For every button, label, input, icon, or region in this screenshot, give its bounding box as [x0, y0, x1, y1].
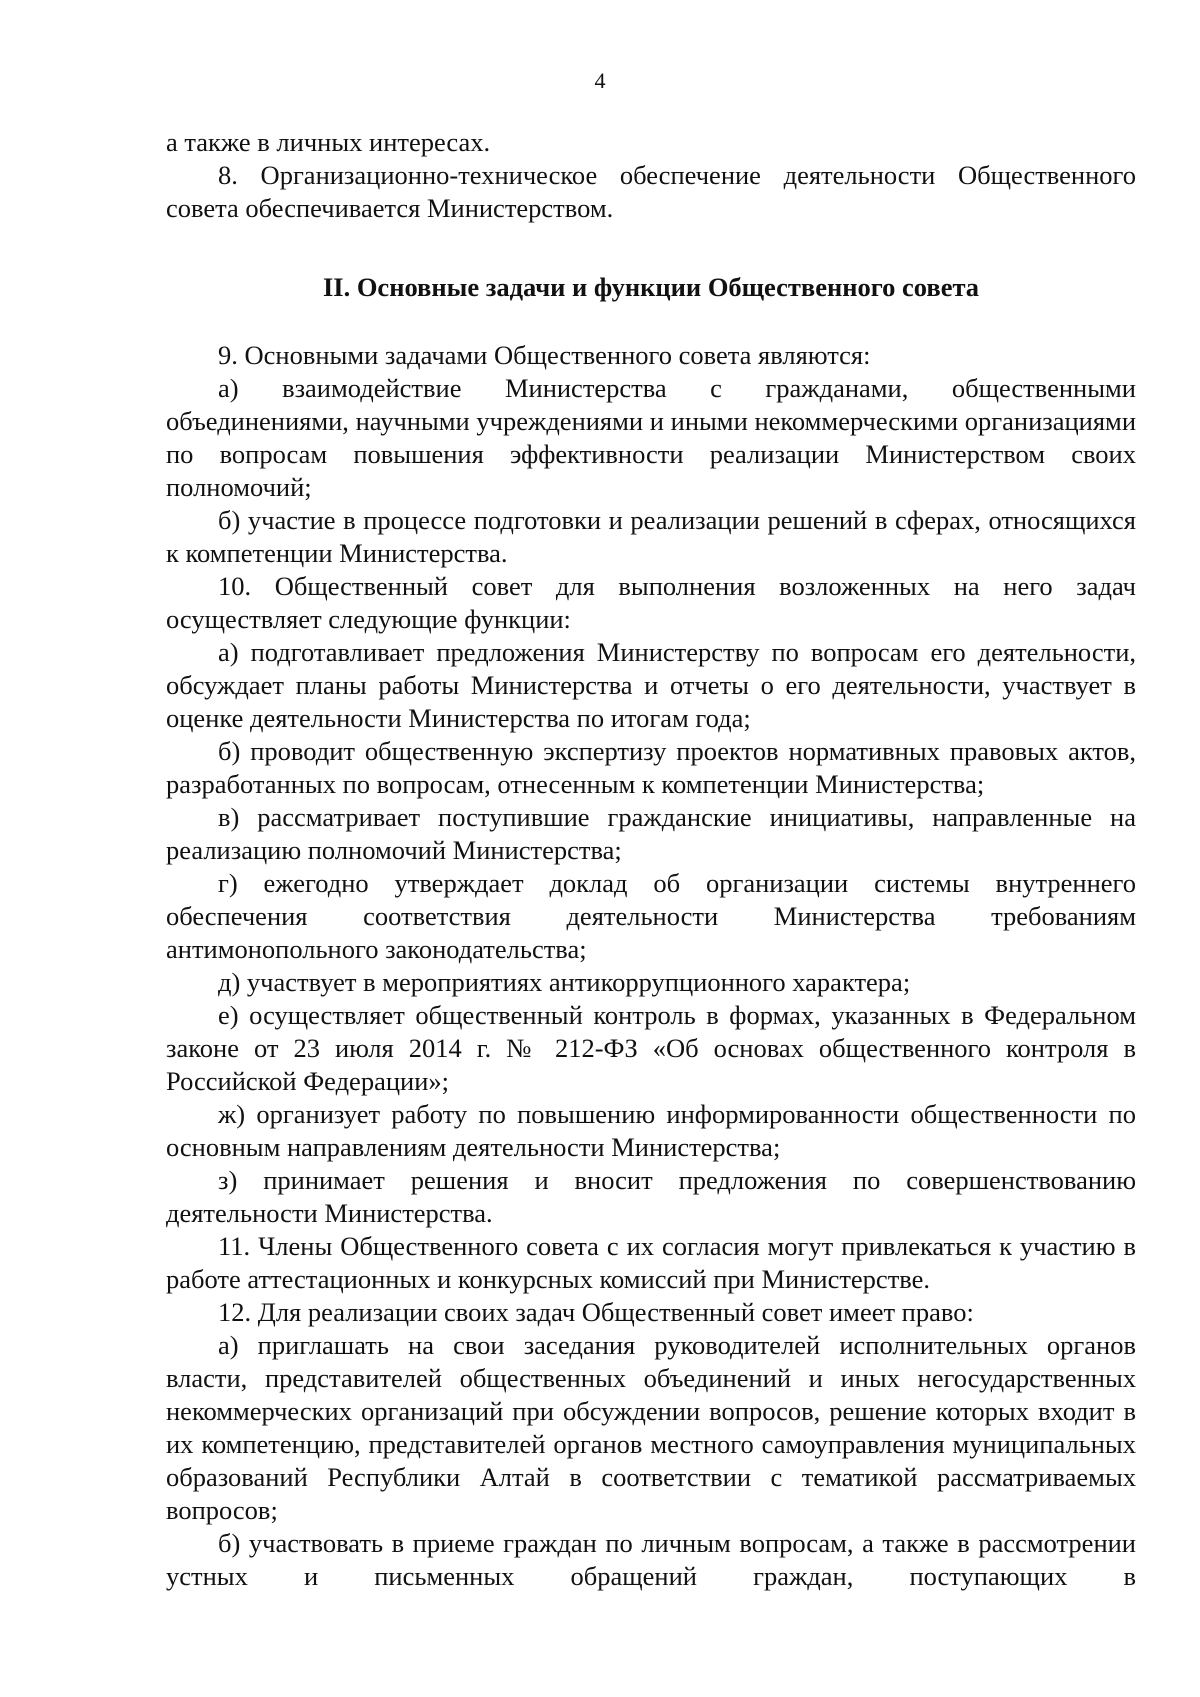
page-number: 4 [594, 68, 606, 93]
paragraph: д) участвует в мероприятиях антикоррупционного характера; [218, 967, 911, 997]
paragraph: 9. Основными задачами Общественного совета являются: [218, 340, 871, 370]
paragraph: а также в личных интересах. [166, 127, 491, 157]
paragraph: а) приглашать на свои заседания руководителей исполнительных органов власти, представителей общественных объединений и иных негосударственных некоммерческих организаций при обсуждении вопросов, решение которых входит в их компетенцию, представителей органов местного самоуправления муниципальных образований Республики Алтай в соответствии с тематикой рассматриваемых вопросов; [166, 1330, 1136, 1525]
paragraph: б) участвовать в приеме граждан по личным вопросам, а также в рассмотрении устных и письменных обращений граждан, поступающих в [166, 1528, 1136, 1591]
paragraph: в) рассматривает поступившие гражданские инициативы, направленные на реализацию полномочий Министерства; [166, 802, 1136, 865]
paragraph: а) взаимодействие Министерства с гражданами, общественными объединениями, научными учреждениями и иными некоммерческими организациями по вопросам повышения эффективности реализации Министерством своих полномочий; [166, 373, 1136, 502]
paragraph: 8. Организационно-техническое обеспечение деятельности Общественного совета обеспечивается Министерством. [166, 160, 1136, 223]
document-body [166, 126, 1136, 1593]
paragraph: з) принимает решения и вносит предложения по совершенствованию деятельности Министерства. [166, 1165, 1136, 1228]
paragraph: ж) организует работу по повышению информированности общественности по основным направлениям деятельности Министерства; [166, 1099, 1136, 1162]
section-heading: II. Основные задачи и функции Общественного совета [322, 272, 980, 302]
paragraph: 10. Общественный совет для выполнения возложенных на него задач осуществляет следующие функции: [166, 571, 1136, 634]
paragraph: а) подготавливает предложения Министерству по вопросам его деятельности, обсуждает планы работы Министерства и отчеты о его деятельности, участвует в оценке деятельности Министерства по итогам года; [166, 637, 1136, 733]
paragraph: 11. Члены Общественного совета с их согласия могут привлекаться к участию в работе аттестационных и конкурсных комиссий при Министерстве. [166, 1231, 1136, 1294]
paragraph: 12. Для реализации своих задач Общественный совет имеет право: [218, 1297, 974, 1327]
paragraph: б) участие в процессе подготовки и реализации решений в сферах, относящихся к компетенции Министерства. [166, 505, 1136, 568]
paragraph: б) проводит общественную экспертизу проектов нормативных правовых актов, разработанных по вопросам, отнесенным к компетенции Министерства; [166, 736, 1136, 799]
paragraph: г) ежегодно утверждает доклад об организации системы внутреннего обеспечения соответствия деятельности Министерства требованиям антимонопольного законодательства; [166, 868, 1136, 964]
paragraph: е) осуществляет общественный контроль в формах, указанных в Федеральном законе от 23 июля 2014 г. № 212-ФЗ «Об основах общественного контроля в Российской Федерации»; [166, 1000, 1136, 1096]
